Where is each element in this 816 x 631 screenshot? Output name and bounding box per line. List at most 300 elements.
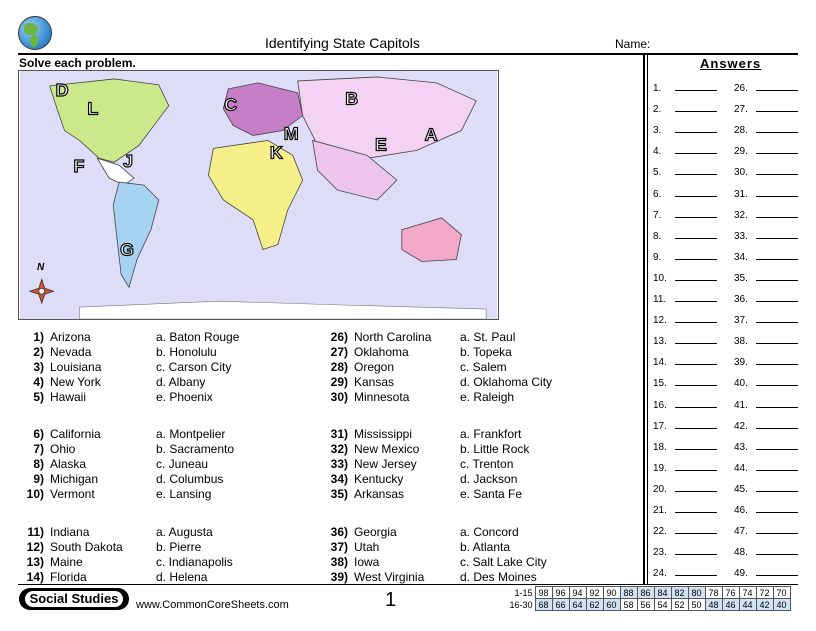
answer-blank[interactable] bbox=[675, 546, 717, 555]
answer-blank[interactable] bbox=[756, 399, 798, 408]
capital-option: b. Topeka bbox=[460, 345, 512, 359]
answer-line[interactable] bbox=[734, 399, 798, 411]
capital-option: d. Oklahoma City bbox=[460, 375, 553, 389]
capital-option: b. Honolulu bbox=[156, 345, 217, 359]
answer-number: 46. bbox=[734, 505, 748, 516]
question-row bbox=[322, 472, 529, 487]
score-cell: 58 bbox=[620, 599, 637, 611]
answer-number: 31. bbox=[734, 188, 748, 200]
compass-label: N bbox=[37, 262, 45, 273]
answer-line[interactable] bbox=[734, 483, 798, 495]
answer-line[interactable] bbox=[653, 525, 717, 537]
state-name: Florida bbox=[50, 570, 87, 584]
answer-line[interactable] bbox=[653, 399, 717, 411]
question-row bbox=[18, 345, 239, 360]
answer-line[interactable] bbox=[734, 145, 798, 157]
answer-line[interactable] bbox=[734, 462, 798, 474]
answer-number: 30. bbox=[734, 167, 748, 179]
answer-line[interactable] bbox=[653, 166, 717, 178]
answer-blank[interactable] bbox=[756, 209, 798, 218]
question-number: 3) bbox=[33, 360, 44, 374]
answer-line[interactable] bbox=[734, 103, 798, 115]
score-row2-label: 16-30 bbox=[509, 599, 533, 610]
answer-number: 44. bbox=[734, 462, 748, 474]
question-row bbox=[322, 427, 529, 442]
svg-text:M: M bbox=[283, 123, 299, 144]
question-row bbox=[322, 457, 529, 472]
answer-line[interactable] bbox=[653, 377, 717, 389]
question-number: 37) bbox=[330, 540, 348, 554]
answer-line[interactable] bbox=[734, 335, 798, 347]
question-number: 26) bbox=[330, 330, 348, 344]
svg-text:B: B bbox=[345, 88, 359, 109]
answer-line[interactable] bbox=[734, 230, 798, 242]
answer-blank[interactable] bbox=[756, 272, 798, 281]
answer-line[interactable] bbox=[653, 441, 717, 453]
answer-number: 3. bbox=[653, 125, 662, 137]
name-label: Name: bbox=[615, 37, 651, 51]
answer-number: 43. bbox=[734, 441, 748, 453]
state-name: Kentucky bbox=[354, 472, 404, 486]
state-name: Nevada bbox=[50, 345, 92, 359]
answer-line[interactable] bbox=[734, 567, 798, 579]
answer-number: 9. bbox=[653, 251, 662, 263]
answer-blank[interactable] bbox=[756, 293, 798, 302]
state-name: Utah bbox=[354, 540, 380, 554]
score-cell: 94 bbox=[569, 587, 586, 599]
answer-blank[interactable] bbox=[756, 356, 798, 365]
answer-line[interactable] bbox=[653, 504, 717, 516]
answer-line[interactable] bbox=[653, 567, 717, 579]
score-cell: 44 bbox=[739, 599, 756, 611]
answer-line[interactable] bbox=[734, 504, 798, 516]
score-cell: 74 bbox=[739, 587, 756, 599]
question-row bbox=[322, 487, 529, 502]
answer-number: 6. bbox=[653, 188, 662, 200]
answer-line[interactable] bbox=[653, 293, 717, 305]
state-name: Indiana bbox=[50, 525, 90, 539]
state-name: Maine bbox=[50, 555, 83, 569]
question-row bbox=[322, 540, 547, 555]
answer-line[interactable] bbox=[734, 420, 798, 432]
state-name: Mississippi bbox=[354, 427, 413, 441]
svg-text:K: K bbox=[269, 142, 283, 163]
answer-blank[interactable] bbox=[675, 209, 717, 218]
score-cell: 46 bbox=[722, 599, 739, 611]
score-cell: 88 bbox=[620, 587, 637, 599]
answer-number: 19. bbox=[653, 462, 667, 474]
question-number: 1) bbox=[33, 330, 44, 344]
globe-logo-icon bbox=[18, 16, 52, 50]
header-divider bbox=[18, 53, 798, 55]
question-row bbox=[322, 525, 547, 540]
answer-line[interactable] bbox=[653, 82, 717, 94]
capital-option: d. Albany bbox=[156, 375, 206, 389]
score-cell: 42 bbox=[756, 599, 773, 611]
answer-number: 4. bbox=[653, 146, 662, 158]
question-number: 12) bbox=[26, 540, 44, 554]
question-row bbox=[18, 375, 239, 390]
answer-number: 36. bbox=[734, 294, 748, 305]
answer-number: 49. bbox=[734, 568, 748, 580]
answer-number: 10. bbox=[653, 272, 667, 284]
svg-text:G: G bbox=[120, 239, 135, 260]
capital-option: a. Augusta bbox=[156, 525, 213, 539]
answer-blank[interactable] bbox=[756, 82, 798, 91]
question-row bbox=[18, 570, 233, 585]
world-map bbox=[18, 70, 499, 320]
score-cell: 62 bbox=[586, 599, 603, 611]
answer-blank[interactable] bbox=[675, 293, 717, 302]
answer-line[interactable] bbox=[653, 314, 717, 326]
capital-option: a. Frankfort bbox=[460, 427, 522, 441]
svg-text:L: L bbox=[87, 98, 99, 119]
score-cell: 50 bbox=[688, 599, 705, 611]
answer-blank[interactable] bbox=[756, 145, 798, 154]
answer-blank[interactable] bbox=[675, 251, 717, 260]
answer-line[interactable] bbox=[734, 209, 798, 221]
answer-number: 23. bbox=[653, 547, 667, 559]
answer-line[interactable] bbox=[734, 377, 798, 389]
answer-blank[interactable] bbox=[675, 483, 717, 492]
question-number: 29) bbox=[330, 375, 348, 389]
answer-line[interactable] bbox=[653, 103, 717, 115]
answer-blank[interactable] bbox=[675, 335, 717, 344]
answer-line[interactable] bbox=[734, 314, 798, 326]
capital-option: d. Jackson bbox=[460, 472, 518, 486]
state-name: Kansas bbox=[354, 375, 395, 389]
answer-blank[interactable] bbox=[675, 103, 717, 112]
question-number: 31) bbox=[330, 427, 348, 441]
answer-line[interactable] bbox=[734, 82, 798, 94]
question-row bbox=[322, 360, 552, 375]
answer-line[interactable] bbox=[734, 356, 798, 368]
answer-blank[interactable] bbox=[675, 166, 717, 175]
state-name: Georgia bbox=[354, 525, 397, 539]
question-row bbox=[322, 330, 552, 345]
answer-number: 27. bbox=[734, 104, 748, 116]
svg-text:E: E bbox=[375, 134, 387, 155]
svg-text:A: A bbox=[424, 124, 438, 145]
capital-option: b. Sacramento bbox=[156, 442, 235, 456]
question-row bbox=[322, 442, 529, 457]
answer-number: 13. bbox=[653, 336, 667, 348]
state-name: Iowa bbox=[354, 555, 380, 569]
capital-option: d. Helena bbox=[156, 570, 208, 584]
answer-blank[interactable] bbox=[675, 504, 717, 513]
answer-number: 1. bbox=[653, 83, 662, 94]
answer-number: 33. bbox=[734, 230, 748, 242]
capital-option: c. Indianapolis bbox=[156, 555, 233, 569]
answer-line[interactable] bbox=[734, 188, 798, 200]
capital-option: b. Pierre bbox=[156, 540, 202, 554]
answer-blank[interactable] bbox=[756, 124, 798, 133]
answer-line[interactable] bbox=[653, 145, 717, 157]
question-number: 30) bbox=[330, 390, 348, 404]
state-name: Ohio bbox=[50, 442, 76, 456]
state-name: Arizona bbox=[50, 330, 91, 344]
capital-option: b. Little Rock bbox=[460, 442, 530, 456]
question-number: 32) bbox=[330, 442, 348, 456]
score-cell: 56 bbox=[637, 599, 654, 611]
capital-option: e. Raleigh bbox=[460, 390, 515, 404]
question-number: 10) bbox=[26, 487, 44, 501]
footer-divider bbox=[18, 584, 798, 585]
answer-number: 2. bbox=[653, 104, 662, 116]
answer-blank[interactable] bbox=[756, 377, 798, 386]
score-cell: 52 bbox=[671, 599, 688, 611]
capital-option: c. Carson City bbox=[156, 360, 232, 374]
answer-number: 29. bbox=[734, 146, 748, 158]
answer-line[interactable] bbox=[734, 166, 798, 178]
score-cell: 82 bbox=[671, 587, 688, 599]
question-row bbox=[18, 360, 239, 375]
answer-number: 45. bbox=[734, 483, 748, 495]
answer-line[interactable] bbox=[653, 335, 717, 347]
answer-blank[interactable] bbox=[756, 546, 798, 555]
answer-blank[interactable] bbox=[675, 377, 717, 386]
answer-line[interactable] bbox=[734, 124, 798, 136]
answer-number: 41. bbox=[734, 399, 748, 411]
question-row bbox=[322, 390, 552, 405]
subject-badge bbox=[19, 588, 129, 610]
answer-line[interactable] bbox=[653, 272, 717, 284]
question-row bbox=[322, 555, 547, 570]
capital-option: a. Baton Rouge bbox=[156, 330, 240, 344]
score-cell: 54 bbox=[654, 599, 671, 611]
question-number: 33) bbox=[330, 457, 348, 471]
answer-blank[interactable] bbox=[675, 188, 717, 197]
answer-number: 35. bbox=[734, 272, 748, 284]
question-number: 7) bbox=[33, 442, 44, 456]
question-row bbox=[18, 390, 239, 405]
answer-blank[interactable] bbox=[675, 420, 717, 429]
answer-number: 21. bbox=[653, 505, 667, 516]
answer-line[interactable] bbox=[653, 420, 717, 432]
answer-number: 26. bbox=[734, 83, 748, 94]
answer-line[interactable] bbox=[734, 293, 798, 305]
answer-line[interactable] bbox=[734, 525, 798, 537]
answer-blank[interactable] bbox=[756, 335, 798, 344]
svg-text:F: F bbox=[73, 156, 85, 177]
question-group-4 bbox=[322, 427, 529, 502]
answer-number: 11. bbox=[653, 294, 667, 305]
answer-line[interactable] bbox=[734, 546, 798, 558]
state-name: California bbox=[50, 427, 101, 441]
state-name: New Mexico bbox=[354, 442, 420, 456]
answers-title: Answers bbox=[700, 56, 762, 71]
capital-option: c. Juneau bbox=[156, 457, 209, 471]
capital-option: c. Trenton bbox=[460, 457, 514, 471]
capital-option: e. Santa Fe bbox=[460, 487, 523, 501]
answer-line[interactable] bbox=[653, 356, 717, 368]
question-row bbox=[18, 555, 233, 570]
question-row bbox=[18, 442, 234, 457]
answer-number: 42. bbox=[734, 420, 748, 432]
question-number: 27) bbox=[330, 345, 348, 359]
question-group-6 bbox=[322, 525, 547, 585]
answer-blank[interactable] bbox=[756, 188, 798, 197]
score-cell: 70 bbox=[773, 587, 790, 599]
svg-text:C: C bbox=[224, 94, 238, 115]
question-number: 39) bbox=[330, 570, 348, 584]
answer-line[interactable] bbox=[653, 462, 717, 474]
svg-text:J: J bbox=[123, 151, 134, 172]
answer-number: 28. bbox=[734, 125, 748, 137]
answer-blank[interactable] bbox=[675, 145, 717, 154]
answers-divider bbox=[643, 53, 645, 584]
score-cell: 92 bbox=[586, 587, 603, 599]
answer-number: 12. bbox=[653, 315, 667, 327]
question-number: 13) bbox=[26, 555, 44, 569]
answers-divider-inner bbox=[647, 53, 648, 584]
answer-number: 32. bbox=[734, 209, 748, 221]
capital-option: a. Concord bbox=[460, 525, 519, 539]
state-name: West Virginia bbox=[354, 570, 425, 584]
answer-line[interactable] bbox=[653, 230, 717, 242]
answer-line[interactable] bbox=[653, 188, 717, 200]
answer-blank[interactable] bbox=[756, 462, 798, 471]
score-cell: 66 bbox=[552, 599, 569, 611]
capital-option: a. Montpelier bbox=[156, 427, 226, 441]
answer-blank[interactable] bbox=[675, 356, 717, 365]
score-cell: 40 bbox=[773, 599, 790, 611]
answer-blank[interactable] bbox=[756, 103, 798, 112]
question-group-5 bbox=[18, 525, 233, 585]
question-group-3 bbox=[18, 427, 234, 502]
state-name: North Carolina bbox=[354, 330, 432, 344]
score-cell: 90 bbox=[603, 587, 620, 599]
answer-line[interactable] bbox=[734, 251, 798, 263]
question-row bbox=[18, 472, 234, 487]
answer-blank[interactable] bbox=[675, 272, 717, 281]
state-name: Vermont bbox=[50, 487, 95, 501]
state-name: South Dakota bbox=[50, 540, 123, 554]
answer-line[interactable] bbox=[653, 209, 717, 221]
answer-line[interactable] bbox=[653, 124, 717, 136]
state-name: Hawaii bbox=[50, 390, 87, 404]
answer-blank[interactable] bbox=[675, 82, 717, 91]
answer-number: 7. bbox=[653, 209, 662, 221]
question-number: 4) bbox=[33, 375, 44, 389]
question-row bbox=[18, 457, 234, 472]
page-title: Identifying State Capitols bbox=[265, 35, 420, 51]
answer-blank[interactable] bbox=[675, 314, 717, 323]
answer-blank[interactable] bbox=[756, 567, 798, 576]
instructions: Solve each problem. bbox=[19, 56, 136, 70]
answer-blank[interactable] bbox=[675, 124, 717, 133]
answer-blank[interactable] bbox=[756, 441, 798, 450]
score-cell: 72 bbox=[756, 587, 773, 599]
answer-blank[interactable] bbox=[675, 462, 717, 471]
answer-number: 37. bbox=[734, 315, 748, 327]
answer-blank[interactable] bbox=[756, 420, 798, 429]
answer-blank[interactable] bbox=[756, 504, 798, 513]
question-row bbox=[322, 375, 552, 390]
state-name: Alaska bbox=[50, 457, 87, 471]
answer-number: 5. bbox=[653, 167, 662, 179]
state-name: New Jersey bbox=[354, 457, 417, 471]
question-number: 34) bbox=[330, 472, 348, 486]
capital-option: c. Salem bbox=[460, 360, 507, 374]
state-name: Oklahoma bbox=[354, 345, 409, 359]
answer-line[interactable] bbox=[653, 251, 717, 263]
score-row1-label: 1-15 bbox=[514, 587, 533, 598]
answer-number: 38. bbox=[734, 336, 748, 348]
answer-blank[interactable] bbox=[756, 483, 798, 492]
question-number: 14) bbox=[26, 570, 44, 584]
question-number: 6) bbox=[33, 427, 44, 441]
answer-line[interactable] bbox=[653, 483, 717, 495]
capital-option: d. Columbus bbox=[156, 472, 224, 486]
question-row bbox=[322, 345, 552, 360]
capital-option: e. Lansing bbox=[156, 487, 212, 501]
capital-option: e. Phoenix bbox=[156, 390, 213, 404]
answer-blank[interactable] bbox=[756, 251, 798, 260]
state-name: Minnesota bbox=[354, 390, 410, 404]
capital-option: a. St. Paul bbox=[460, 330, 516, 344]
site-url: www.CommonCoreSheets.com bbox=[136, 599, 289, 611]
capital-option: b. Atlanta bbox=[460, 540, 511, 554]
score-cell: 60 bbox=[603, 599, 620, 611]
question-row bbox=[322, 570, 547, 585]
answer-number: 17. bbox=[653, 420, 667, 432]
answer-blank[interactable] bbox=[756, 230, 798, 239]
question-number: 5) bbox=[33, 390, 44, 404]
question-number: 35) bbox=[330, 487, 348, 501]
score-cell: 64 bbox=[569, 599, 586, 611]
answer-line[interactable] bbox=[734, 441, 798, 453]
question-row bbox=[18, 330, 239, 345]
answer-number: 39. bbox=[734, 357, 748, 369]
score-cell: 98 bbox=[535, 587, 552, 599]
answer-blank[interactable] bbox=[756, 166, 798, 175]
answer-number: 47. bbox=[734, 526, 748, 538]
answer-number: 34. bbox=[734, 251, 748, 263]
question-group-2 bbox=[322, 330, 552, 405]
score-cell: 76 bbox=[722, 587, 739, 599]
answer-blank[interactable] bbox=[675, 567, 717, 576]
question-number: 2) bbox=[33, 345, 44, 359]
answer-number: 15. bbox=[653, 378, 667, 390]
answer-number: 20. bbox=[653, 483, 667, 495]
answer-number: 16. bbox=[653, 399, 667, 411]
answer-blank[interactable] bbox=[756, 525, 798, 534]
answer-blank[interactable] bbox=[756, 314, 798, 323]
score-cell: 80 bbox=[688, 587, 705, 599]
answer-line[interactable] bbox=[653, 546, 717, 558]
score-cell: 86 bbox=[637, 587, 654, 599]
answer-blank[interactable] bbox=[675, 441, 717, 450]
question-number: 11) bbox=[27, 525, 44, 539]
score-table bbox=[505, 586, 791, 611]
question-number: 8) bbox=[33, 457, 44, 471]
answer-blank[interactable] bbox=[675, 525, 717, 534]
question-row bbox=[18, 427, 234, 442]
question-group-1 bbox=[18, 330, 239, 405]
answer-number: 14. bbox=[653, 357, 667, 369]
question-number: 9) bbox=[33, 472, 44, 486]
question-row bbox=[18, 540, 233, 555]
answer-number: 40. bbox=[734, 378, 748, 390]
answer-blank[interactable] bbox=[675, 230, 717, 239]
answer-blank[interactable] bbox=[675, 399, 717, 408]
score-cell: 96 bbox=[552, 587, 569, 599]
page-number: 1 bbox=[385, 589, 397, 611]
answer-number: 18. bbox=[653, 441, 667, 453]
answer-line[interactable] bbox=[734, 272, 798, 284]
capital-option: d. Des Moines bbox=[460, 570, 537, 584]
